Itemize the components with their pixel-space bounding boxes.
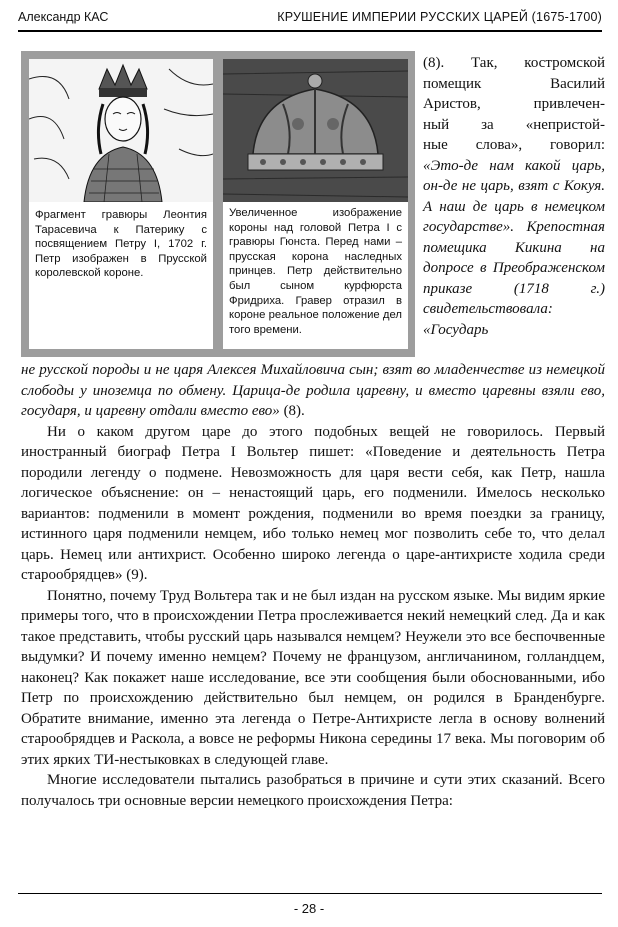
paragraph-german-trace: Понятно, почему Труд Вольтера так и не был издан на русском языке. Мы видим яркие примеры того, что в происхождении Петра прослеживается некий немецкий след. Да и как такое представить, чтобы русский царь назывался немцем? Неужели это все беспочвенные выдумки? И почему именно немцем? Почему не французом, англичанином, голландцем, наконец? Как покажет наше исследование, все эти сообщения были обоснованными, ибо Петр по происхождению действительно был немцем, он родился в Бранденбурге. Обратите внимание, именно эта легенда о Петре-Антихристе легла в основу волнений старообрядцев и Раскола, а вовсе не реформы Никона середины 17 века. Мы поговорим об этих ярких ТИ-нестыковках в следующей главе. <box>21 587 605 768</box>
side-line: (8). Так, костромской <box>423 55 605 71</box>
header-book-title: КРУШЕНИЕ ИМПЕРИИ РУССКИХ ЦАРЕЙ (1675-1700) <box>277 10 602 24</box>
paragraph-voltaire: Ни о каком другом царе до этого подобных вещей не говорилось. Первый иностранный биограф Петра I Вольтер пишет: «Поведение и деятельность Петра породили легенду о подмене. Невозможность для царя вести себя, как Петр, нашла логическое объяснение: он – ненастоящий царь, его подменили. Имелось несколько вариантов: подменили в момент рождения, подменили во время поездки за границу, истинного царя подменили немцем, ибо только немец мог позволить себе то, что делал царь. Немец или антихрист. Особенно широко легенда о царе-антихристе ходила среди старообрядцев» (9). <box>21 423 605 583</box>
engraving-image <box>29 59 213 202</box>
caption-crown-text: Увеличенное изображение короны над головой Петра I с гравюры Гюнста. Перед нами – прусская корона наследных принцев. Петр действительно был сыном курфюрста Фридриха. Гравер отразил в короне реальное положение дел того времени. <box>229 207 402 336</box>
side-column <box>423 53 605 340</box>
caption-engraving <box>29 202 213 349</box>
aristov-quote: «Это-де нам какой царь, он-де не царь, взят с Кокуя. А наш де царь в немецком государстве». <box>423 157 605 235</box>
caption-engraving-text: Фрагмент гравюры Леонтия Тарасевича к Патерику с посвящением Петру I, 1702 г. Петр изображен в Прусской королевской короне. <box>35 209 207 280</box>
main-text <box>21 360 605 811</box>
quote-continuation <box>21 360 605 422</box>
side-line: ные слова», говорил: <box>423 137 605 153</box>
header-author: Александр КАС <box>18 10 109 24</box>
side-line: Аристов, привлечен- <box>423 96 605 112</box>
running-header <box>18 10 602 30</box>
side-line: ный за «непристой- <box>423 116 605 133</box>
quote-reference: (8). <box>279 403 305 419</box>
crown-enlarged-picture <box>223 59 408 202</box>
caption-crown <box>223 202 408 349</box>
figure-panel <box>21 51 415 357</box>
page-number: - 28 - <box>293 901 325 916</box>
side-paragraph <box>423 53 605 340</box>
paragraph-versions: Многие исследователи пытались разобраться в причине и сути этих сказаний. Всего получалось три основные версии немецкого происхождения Петра: <box>21 772 605 809</box>
kikina-testimony: Крепостная помещика Кикина на допросе в Преображенском приказе (1718 г.) свидетельствовала: «Государь <box>423 219 605 338</box>
crown-image <box>223 59 408 202</box>
side-line: помещик Василий <box>423 75 605 92</box>
quote-continuation-text: не русской породы и не царя Алексея Михайловича сын; взят во младенчестве из немецкой слободы у иноземца по обмену. Царица-де родила царевну, и вместо царевны взяли ево, государя, и царевну отдали вместо ево» <box>21 362 605 419</box>
header-rule <box>18 30 602 32</box>
engraving-portrait-picture <box>29 59 213 202</box>
footer-rule <box>18 893 602 894</box>
